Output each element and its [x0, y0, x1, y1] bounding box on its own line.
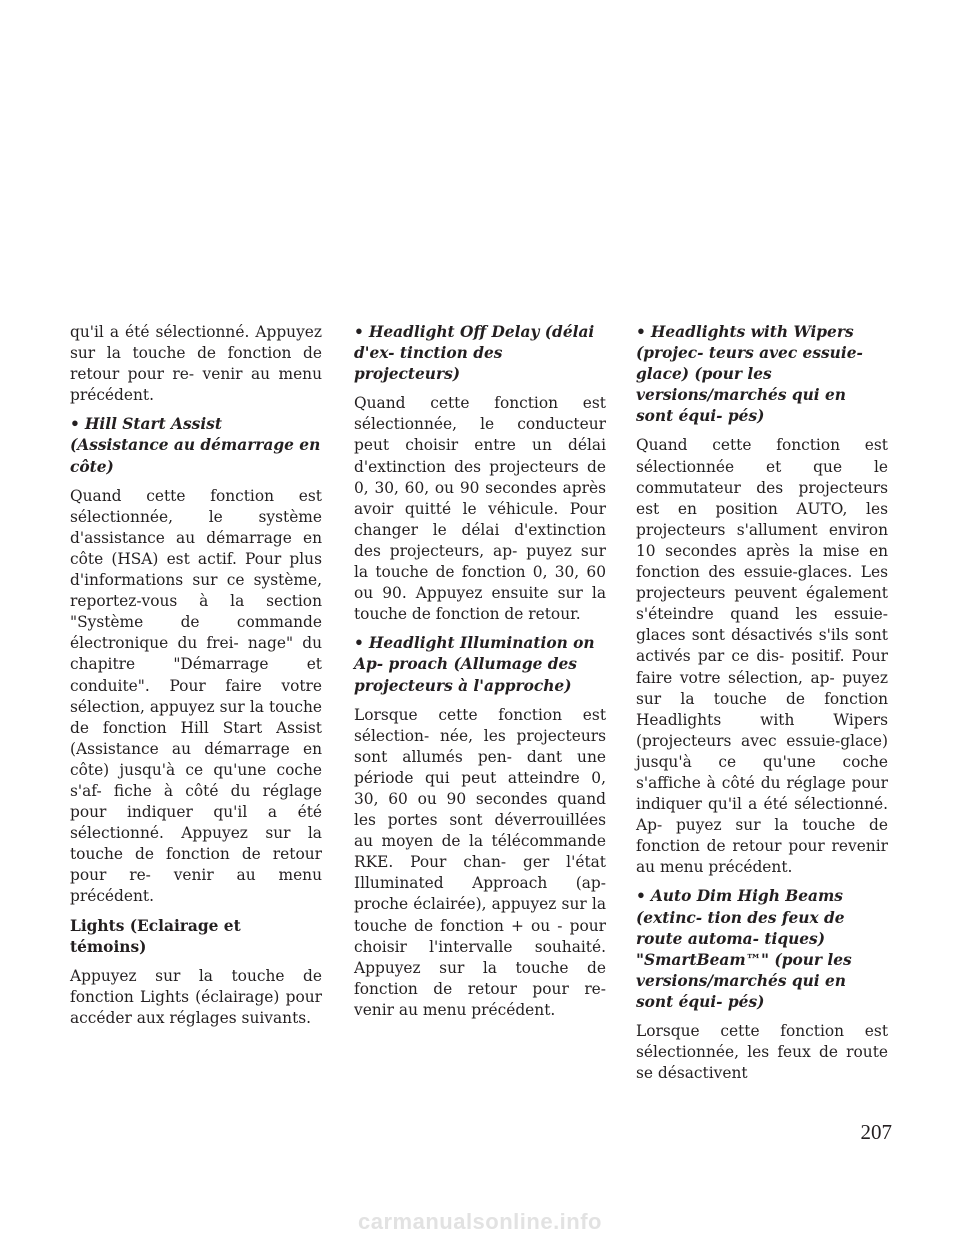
paragraph-headlight-illumination: Lorsque cette fonction est sélection- née, les projecteurs sont allumés pen- dant une période qui peut atteindre 0, 30, 60 ou 90 secondes quand les portes sont déverrouillées au moyen de la télécommande RKE. Pour chan- ger l'état Illuminated Approach (ap- proche éclairée), appuyez sur la touche de fonction + ou - pour choisir l'intervalle souhaité. Appuyez sur la touche de fonction de retour pour re- venir au menu précédent. [354, 705, 606, 1019]
bullet: • [354, 634, 364, 653]
bullet: • [354, 323, 364, 341]
heading-text: Hill Start Assist (Assistance au démarrage en côte) [70, 415, 321, 476]
text-column-1 [70, 322, 322, 1037]
bullet: • [70, 415, 80, 434]
paragraph-hill-start-assist: Quand cette fonction est sélectionnée, le système d'assistance au démarrage en côte (HSA) est actif. Pour plus d'informations sur ce système, reportez-vous à la section "Système de commande électronique du frei- nage" du chapitre "Démarrage et conduite". Pour faire votre sélection, appuyez sur la touche de fonction Hill Start Assist (Assistance au démarrage en côte) jusqu'à ce qu'une coche s'af- fiche à côté du réglage pour indiquer qu'il a été sélectionné. Appuyez sur la touche de fonction de retour pour re- venir au menu précédent. [70, 486, 322, 906]
heading-headlight-illumination [354, 633, 606, 696]
heading-text: Headlights with Wipers (projec- teurs avec essuie-glace) (pour les versions/marchés qui en sont équi- pés) [636, 323, 863, 426]
heading-text: Headlight Illumination on Ap- proach (Allumage des projecteurs à l'approche) [354, 634, 595, 695]
text-column-2 [354, 322, 606, 1029]
paragraph-headlights-with-wipers: Quand cette fonction est sélectionnée et que le commutateur des projecteurs est en position AUTO, les projecteurs s'allument environ 10 secondes après la mise en fonction des essuie-glaces. Les projecteurs peuvent également s'éteindre quand les essuie-glaces sont désactivés s'ils sont activés par ce dis- positif. Pour faire votre sélection, ap- puyez sur la touche de fonction Headlights with Wipers (projecteurs avec essuie-glace) jusqu'à ce qu'une coche s'affiche à côté du réglage pour indiquer qu'il a été sélectionné. Ap- puyez sur la touche de fonction de retour pour revenir au menu précédent. [636, 436, 888, 877]
heading-lights: Lights (Eclairage et témoins) [70, 916, 241, 956]
paragraph-continuation: qu'il a été sélectionné. Appuyez sur la touche de fonction de retour pour re- venir au menu précédent. [70, 323, 322, 405]
bullet: • [636, 323, 646, 341]
heading-headlight-off-delay [354, 322, 606, 385]
text-column-3 [636, 322, 888, 1092]
heading-hill-start-assist [70, 414, 322, 477]
paragraph-lights: Appuyez sur la touche de fonction Lights (éclairage) pour accéder aux réglages suivants. [70, 966, 322, 1027]
watermark: carmanualsonline.info [358, 1209, 602, 1234]
page-number: 207 [860, 1120, 892, 1144]
heading-text: Auto Dim High Beams (extinc- tion des feux de route automa- tiques) "SmartBeam™" (pour les versions/marchés qui en sont équi- pés) [636, 887, 852, 1011]
heading-headlights-with-wipers [636, 322, 888, 427]
paragraph-headlight-off-delay: Quand cette fonction est sélectionnée, le conducteur peut choisir entre un délai d'extinction des projecteurs de 0, 30, 60, ou 90 secondes après avoir quitté le véhicule. Pour changer le délai d'extinction des projecteurs, ap- puyez sur la touche de fonction 0, 30, 60 ou 90. Appuyez ensuite sur la touche de fonction de retour. [354, 394, 606, 624]
heading-auto-dim-high-beams [636, 886, 888, 1013]
paragraph-auto-dim-high-beams: Lorsque cette fonction est sélectionnée, les feux de route se désactivent [636, 1022, 888, 1083]
heading-text: Headlight Off Delay (délai d'ex- tinction des projecteurs) [354, 323, 595, 384]
bullet: • [636, 887, 646, 906]
